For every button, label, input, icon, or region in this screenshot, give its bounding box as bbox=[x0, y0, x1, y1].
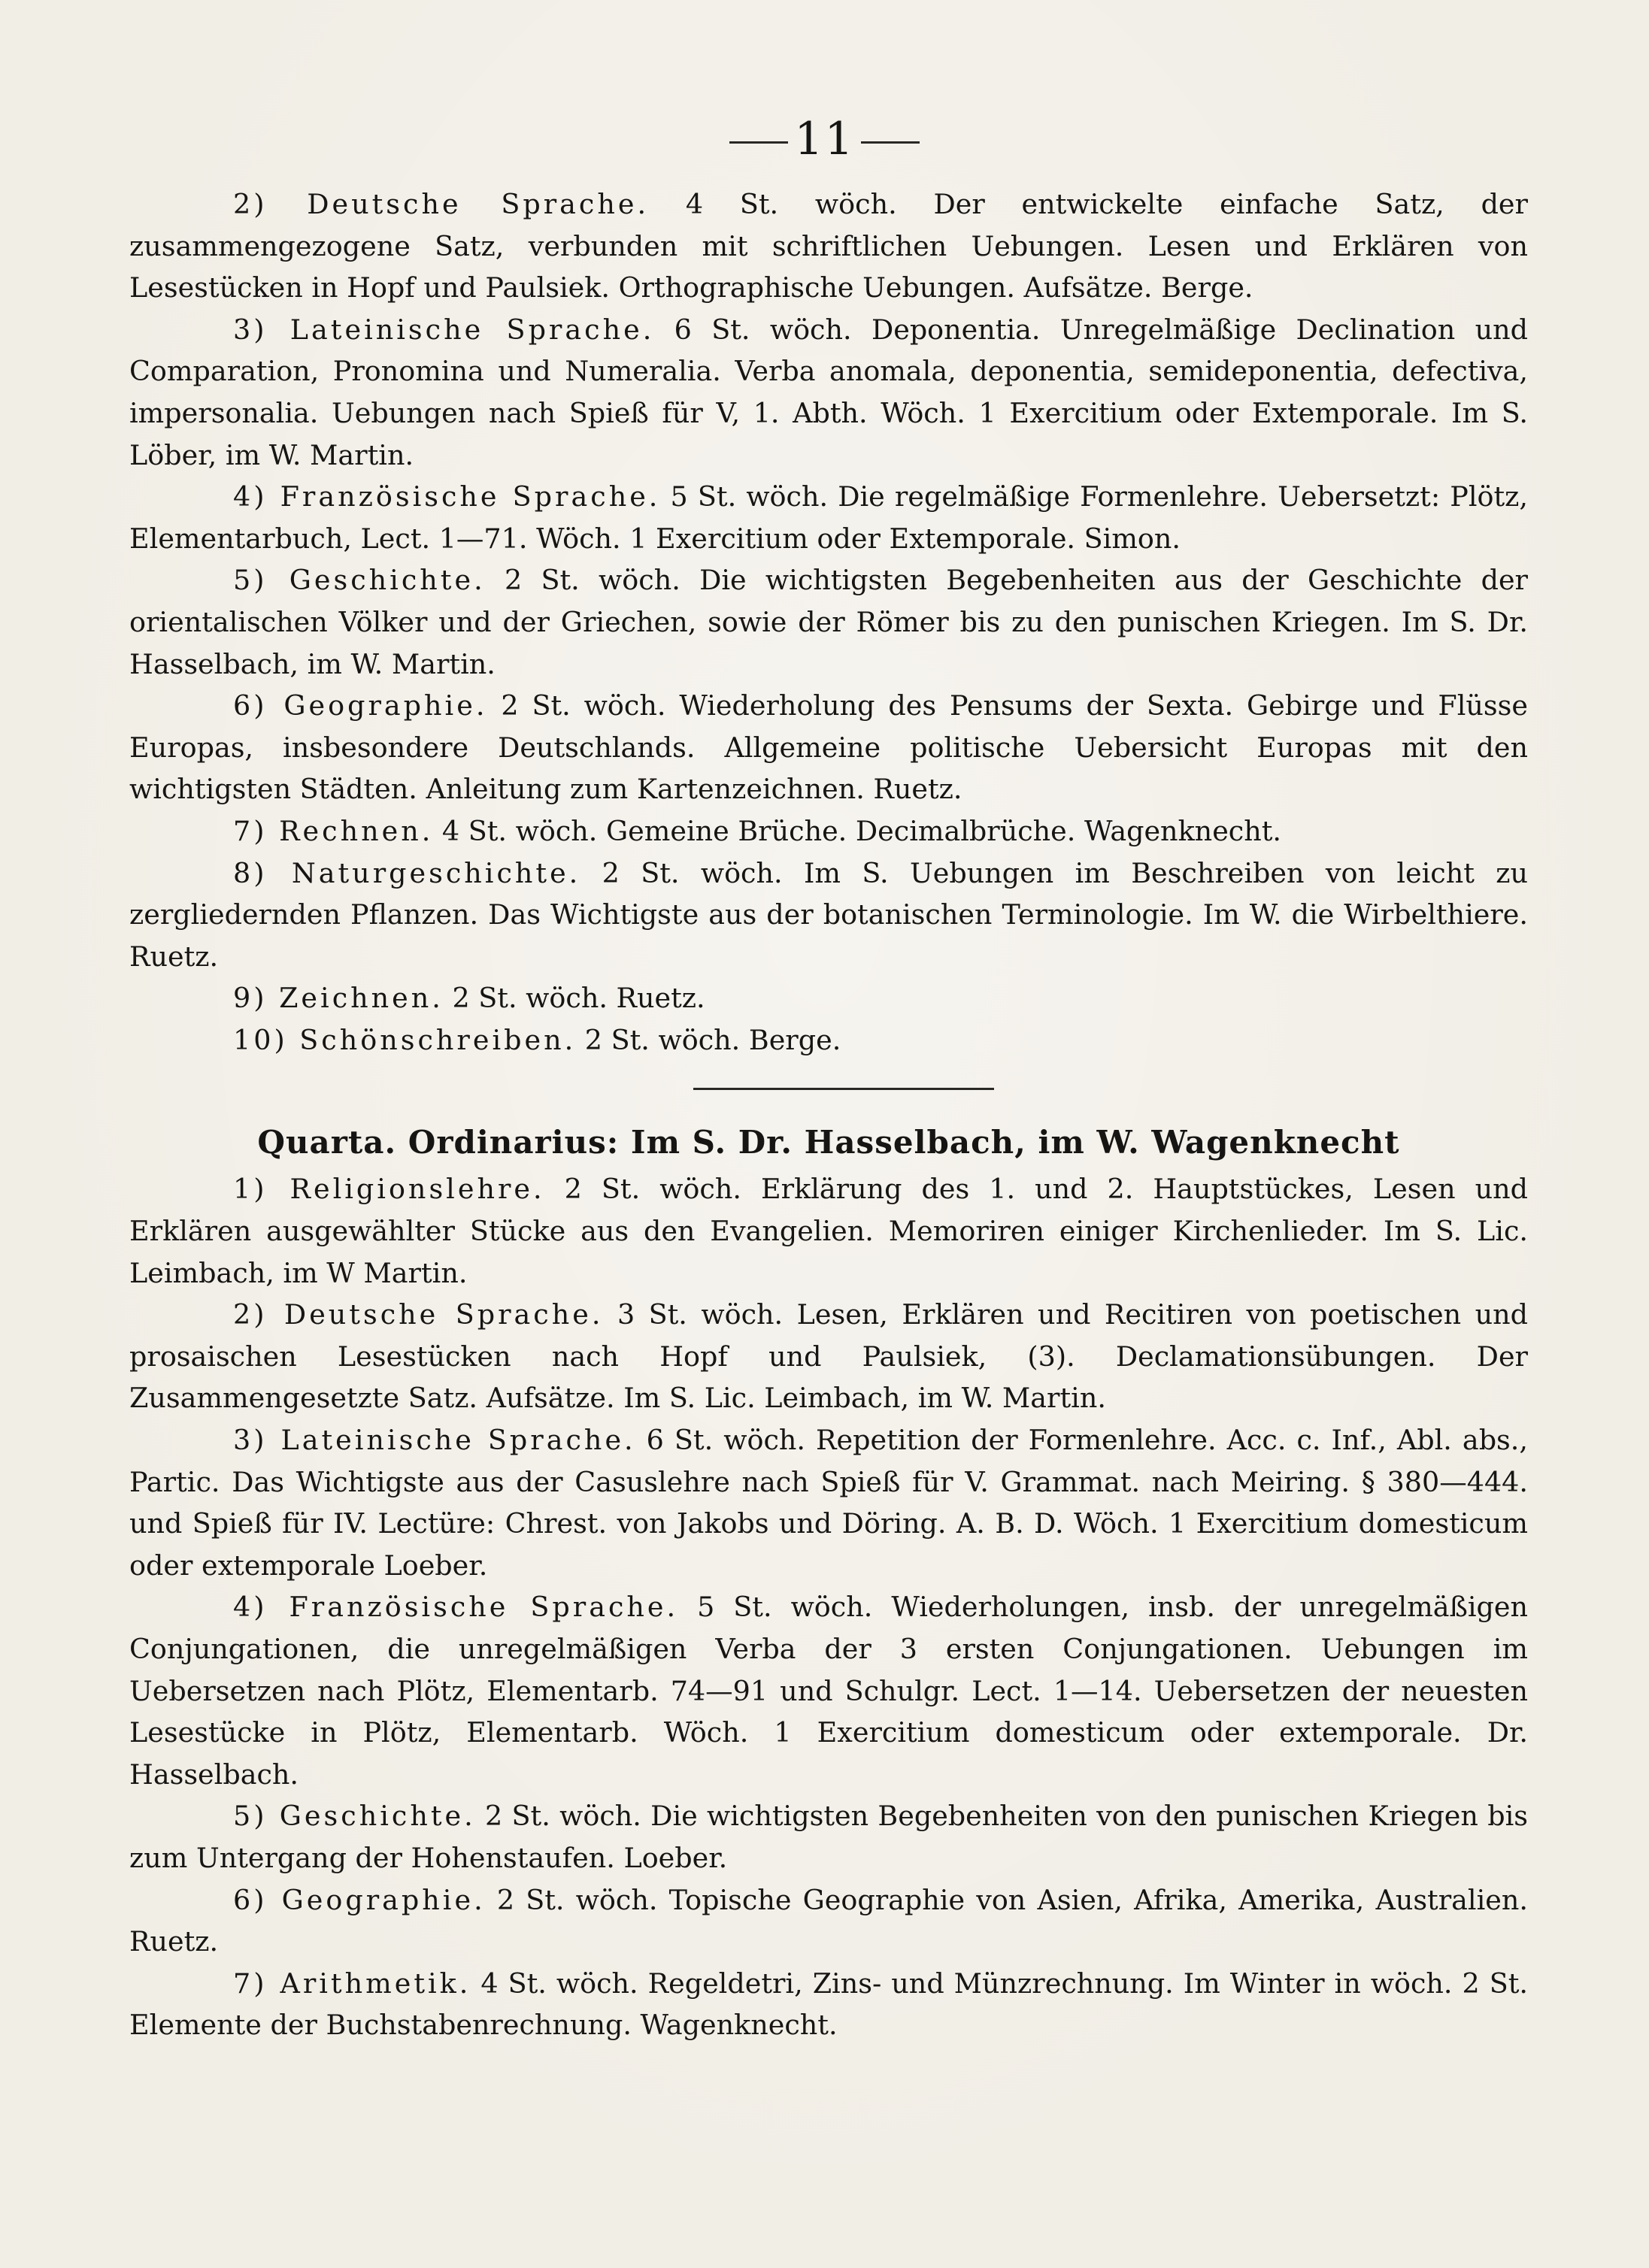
page-number-value: 11 bbox=[794, 113, 855, 165]
subject-text: 4 St. wöch. Gemeine Brüche. Decimalbrüche. Wagenknecht. bbox=[433, 814, 1282, 847]
page-content bbox=[129, 183, 1528, 2046]
subject-label: 10) Schönschreiben. bbox=[233, 1023, 577, 1056]
subject-paragraph bbox=[129, 685, 1528, 810]
subject-paragraph bbox=[129, 183, 1528, 309]
subject-label: 3) Lateinische Sprache. bbox=[233, 1424, 636, 1457]
subject-text: 5 St. wöch. Wiederholungen, insb. der unregelmäßigen Conjungationen, die unregelmäßigen Verba der 3 ersten Conjungationen. Uebungen im Uebersetzen nach Plötz, Elementarb. 74—91 und Schulgr. Lect. 1—14. Uebersetzen der neuesten Lesestücke in Plötz, Elementarb. Wöch. 1 Exercitium domesticum oder extemporale. Dr. Hasselbach. bbox=[129, 1591, 1528, 1791]
subject-text: 6 St. wöch. Deponentia. Unregelmäßige Declination und Comparation, Pronomina und Numeralia. Verba anomala, deponentia, semideponentia, defectiva, impersonalia. Uebungen nach Spieß für V, 1. Abth. Wöch. 1 Exercitium oder Extemporale. Im S. Löber, im W. Martin. bbox=[129, 313, 1528, 471]
subject-paragraph bbox=[129, 810, 1528, 852]
subject-text: 5 St. wöch. Die regelmäßige Formenlehre. Uebersetzt: Plötz, Elementarbuch, Lect. 1—71. Wöch. 1 Exercitium oder Extemporale. Simon. bbox=[129, 480, 1528, 555]
subject-text: 4 St. wöch. Regeldetri, Zins- und Münzrechnung. Im Winter in wöch. 2 St. Elemente der Buchstabenrechnung. Wagenknecht. bbox=[129, 1967, 1528, 2042]
subject-text: 2 St. wöch. Erklärung des 1. und 2. Hauptstückes, Lesen und Erklären ausgewählter Stücke aus den Evangelien. Memoriren einiger Kirchenlieder. Im S. Lic. Leimbach, im W Martin. bbox=[129, 1173, 1528, 1289]
subject-paragraph bbox=[129, 1879, 1528, 1963]
subject-paragraph bbox=[129, 977, 1528, 1019]
subject-text: 2 St. wöch. Im S. Uebungen im Beschreiben von leicht zu zergliedernden Pflanzen. Das Wichtigste aus der botanischen Terminologie. Im W. die Wirbelthiere. Ruetz. bbox=[129, 856, 1528, 973]
subject-paragraph bbox=[129, 1795, 1528, 1879]
subject-text: 2 St. wöch. Wiederholung des Pensums der Sexta. Gebirge und Flüsse Europas, insbesondere Deutschlands. Allgemeine politische Uebersicht Europas mit den wichtigsten Städten. Anleitung zum Kartenzeichnen. Ruetz. bbox=[129, 689, 1528, 806]
subject-text: 3 St. wöch. Lesen, Erklären und Recitiren von poetischen und prosaischen Lesestücken nach Hopf und Paulsiek, (3). Declamationsübungen. Der Zusammengesetzte Satz. Aufsätze. Im S. Lic. Leimbach, im W. Martin. bbox=[129, 1298, 1528, 1415]
subject-label: 1) Religionslehre. bbox=[233, 1173, 545, 1206]
subject-text: 2 St. wöch. Die wichtigsten Begebenheiten von den punischen Kriegen bis zum Untergang der Hohenstaufen. Loeber. bbox=[129, 1800, 1528, 1874]
subject-text: 2 St. wöch. Ruetz. bbox=[443, 982, 705, 1015]
subject-text: 2 St. wöch. Berge. bbox=[576, 1023, 841, 1056]
subject-text: 6 St. wöch. Repetition der Formenlehre. Acc. c. Inf., Abl. abs., Partic. Das Wichtigste aus der Casuslehre nach Spieß für V. Grammat. nach Meiring. § 380—444. und Spieß für IV. Lectüre: Chrest. von Jakobs und Döring. A. B. D. Wöch. 1 Exercitium domesticum oder extemporale Loeber. bbox=[129, 1424, 1528, 1582]
subject-label: 7) Rechnen. bbox=[233, 814, 434, 847]
subject-label: 6) Geographie. bbox=[233, 1883, 486, 1916]
subject-paragraph bbox=[129, 559, 1528, 685]
subject-paragraph bbox=[129, 1963, 1528, 2046]
subject-label: 7) Arithmetik. bbox=[233, 1967, 471, 2000]
section-heading: Quarta. Ordinarius: Im S. Dr. Hasselbach, im W. Wagenknecht bbox=[257, 1124, 1400, 1161]
subject-text: 2 St. wöch. Topische Geographie von Asien, Afrika, Amerika, Australien. Ruetz. bbox=[129, 1883, 1528, 1958]
page-number-dash-right bbox=[861, 141, 920, 144]
subject-paragraph bbox=[129, 1419, 1528, 1586]
subject-label: 4) Französische Sprache. bbox=[233, 1591, 679, 1624]
subject-paragraph bbox=[129, 309, 1528, 476]
subject-label: 6) Geographie. bbox=[233, 689, 488, 722]
subject-text: 2 St. wöch. Die wichtigsten Begebenheiten aus der Geschichte der orientalischen Völker und der Griechen, sowie der Römer bis zu den punischen Kriegen. Im S. Dr. Hasselbach, im W. Martin. bbox=[129, 564, 1529, 680]
subject-label: 2) Deutsche Sprache. bbox=[233, 188, 650, 220]
subject-label: 2) Deutsche Sprache. bbox=[233, 1298, 604, 1331]
subject-label: 9) Zeichnen. bbox=[233, 982, 444, 1015]
subject-label: 5) Geschichte. bbox=[233, 564, 486, 597]
subject-paragraph bbox=[129, 1019, 1528, 1061]
subject-paragraph bbox=[129, 1168, 1528, 1294]
subject-label: 4) Französische Sprache. bbox=[233, 480, 661, 513]
section-divider bbox=[693, 1088, 994, 1090]
page-number bbox=[0, 113, 1649, 165]
subject-label: 8) Naturgeschichte. bbox=[233, 856, 581, 889]
subject-label: 5) Geschichte. bbox=[233, 1800, 476, 1833]
page-number-dash-left bbox=[729, 141, 788, 144]
subject-paragraph bbox=[129, 1586, 1528, 1795]
subject-paragraph bbox=[129, 852, 1528, 978]
subject-paragraph bbox=[129, 476, 1528, 559]
subject-label: 3) Lateinische Sprache. bbox=[233, 313, 655, 346]
subject-text: 4 St. wöch. Der entwickelte einfache Satz, der zusammengezogene Satz, verbunden mit schriftlichen Uebungen. Lesen und Erklären von Lesestücken in Hopf und Paulsiek. Orthographische Uebungen. Aufsätze. Berge. bbox=[129, 188, 1528, 304]
subject-paragraph bbox=[129, 1294, 1528, 1419]
